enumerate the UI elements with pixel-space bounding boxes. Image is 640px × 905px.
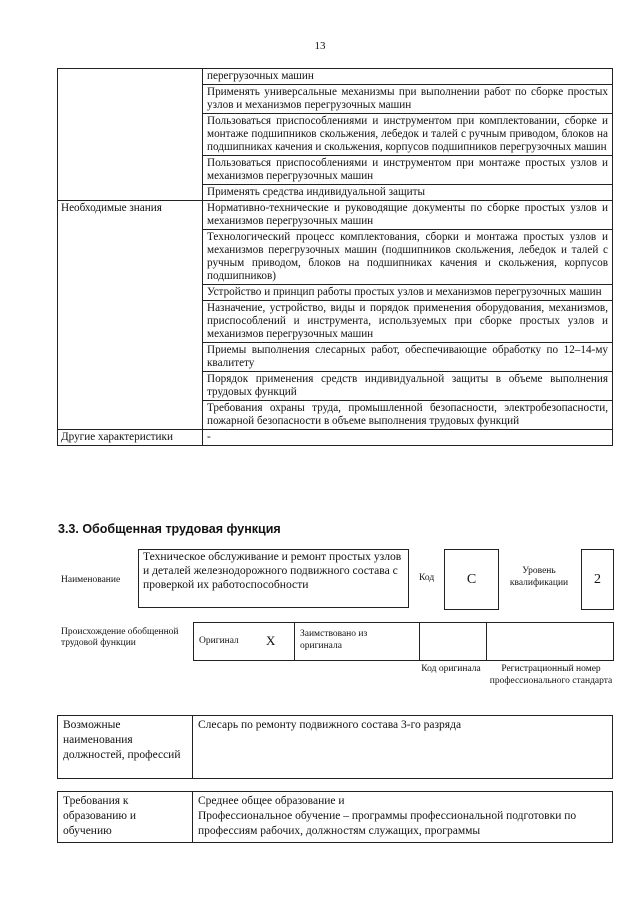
origin-box <box>193 622 614 661</box>
table-row <box>58 792 613 843</box>
skills-table <box>57 68 613 446</box>
row-label-knowledge: Необходимые знания <box>58 201 203 430</box>
education-table <box>57 791 613 843</box>
positions-table <box>57 715 613 779</box>
code-value: C <box>466 571 477 587</box>
table-row <box>58 201 613 230</box>
table-cell: Применять универсальные механизмы при выполнении работ по сборке простых узлов и механизмов перегрузочных машин <box>203 85 613 114</box>
education-line: Профессиональное обучение – программы профессиональной подготовки по профессиям рабочих, должностям служащих, программы <box>198 810 577 837</box>
level-value: 2 <box>594 571 601 587</box>
table-cell: - <box>203 430 613 446</box>
code-label: Код <box>419 573 435 583</box>
table-row <box>58 430 613 446</box>
table-cell: Требования охраны труда, промышленной безопасности, электробезопасности, пожарной безопасности в объеме выполнения трудовых функций <box>203 401 613 430</box>
row-label-other: Другие характеристики <box>58 430 203 446</box>
borrowed-label: Заимствовано из оригинала <box>300 629 368 651</box>
table-cell: Пользоваться приспособлениями и инструментом при монтаже простых узлов и механизмов перегрузочных машин <box>203 156 613 185</box>
table-cell: Применять средства индивидуальной защиты <box>203 185 613 201</box>
name-label: Наименование <box>61 575 121 585</box>
level-label: Уровень квалификации <box>509 566 569 588</box>
positions-value: Слесарь по ремонту подвижного состава 3-го разряда <box>193 716 613 779</box>
positions-label: Возможные наименования должностей, профессий <box>58 716 193 779</box>
row-label <box>58 69 203 201</box>
code-box <box>444 549 499 610</box>
table-cell: Порядок применения средств индивидуальной защиты в объеме выполнения трудовых функций <box>203 372 613 401</box>
code-original-caption: Код оригинала <box>421 664 481 674</box>
table-row <box>58 716 613 779</box>
divider <box>419 623 420 660</box>
table-cell: Устройство и принцип работы простых узлов и механизмов перегрузочных машин <box>203 285 613 301</box>
reg-number-caption: Регистрационный номер профессионального стандарта <box>489 664 613 686</box>
origin-label: Происхождение обобщенной трудовой функции <box>61 627 179 648</box>
table-cell: Нормативно-технические и руководящие документы по сборке простых узлов и механизмов перегрузочных машин <box>203 201 613 230</box>
original-label: Оригинал <box>199 636 239 646</box>
education-label: Требования к образованию и обучению <box>58 792 193 843</box>
table-cell: Пользоваться приспособлениями и инструментом при комплектовании, сборке и монтаже подшипников скольжения, лебедок и талей с ручным приводом, блоков на подшипниках качения и скольжения, корпусов подшипников перегрузочных машин <box>203 114 613 156</box>
education-value <box>193 792 613 843</box>
table-cell: Приемы выполнения слесарных работ, обеспечивающие обработку по 12–14-му квалитету <box>203 343 613 372</box>
divider <box>486 623 487 660</box>
function-name-box <box>138 549 409 608</box>
section-title: 3.3. Обобщенная трудовая функция <box>58 522 281 536</box>
table-cell: Технологический процесс комплектования, сборки и монтажа простых узлов и механизмов перегрузочных машин (подшипников скольжения, лебедок и талей с ручным приводом, блоков на подшипниках качения и скольжения, корпусов подшипников) <box>203 230 613 285</box>
table-cell: перегрузочных машин <box>203 69 613 85</box>
page-number: 13 <box>314 40 326 52</box>
original-mark: X <box>266 633 276 648</box>
level-box <box>581 549 614 610</box>
function-name: Техническое обслуживание и ремонт простых узлов и деталей железнодорожного подвижного состава с проверкой их работоспособности <box>143 550 402 591</box>
education-line: Среднее общее образование и <box>198 795 345 807</box>
table-row <box>58 69 613 85</box>
divider <box>294 623 295 660</box>
table-cell: Назначение, устройство, виды и порядок применения оборудования, механизмов, приспособлений и инструмента, используемых при сборке простых узлов и механизмов перегрузочных машин <box>203 301 613 343</box>
